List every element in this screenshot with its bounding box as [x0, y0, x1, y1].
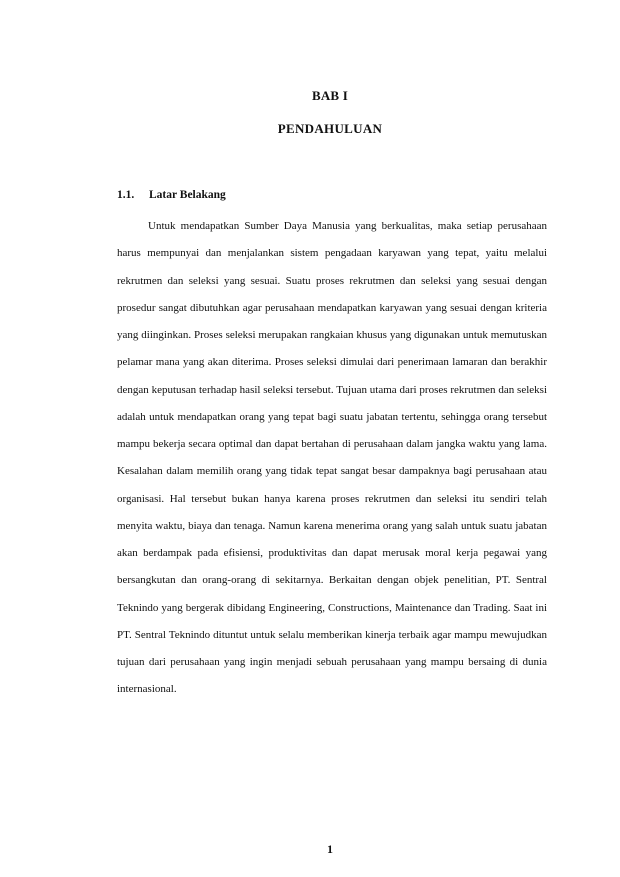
section-heading [117, 189, 226, 201]
chapter-title: PENDAHULUAN [277, 121, 383, 136]
chapter-number: BAB I [311, 88, 349, 103]
body-paragraph: Untuk mendapatkan Sumber Daya Manusia yang berkualitas, maka setiap perusahaan harus mempunyai dan menjalankan sistem pengadaan karyawan yang tepat, yaitu melalui rekrutmen dan seleksi yang sesuai. Suatu proses rekrutmen dan seleksi yang sesuai dengan prosedur sangat dibutuhkan agar perusahaan mendapatkan karyawan yang sesuai dengan kriteria yang diinginkan. Proses seleksi merupakan rangkaian khusus yang digunakan untuk memutuskan pelamar mana yang akan diterima. Proses seleksi dimulai dari penerimaan lamaran dan berakhir dengan keputusan terhadap hasil seleksi tersebut. Tujuan utama dari proses rekrutmen dan seleksi adalah untuk mendapatkan orang yang tepat bagi suatu jabatan tertentu, sehingga orang tersebut mampu bekerja secara optimal dan dapat bertahan di perusahaan dalam jangka waktu yang lama. Kesalahan dalam memilih orang yang tidak tepat sangat besar dampaknya bagi perusahaan atau organisasi. Hal tersebut bukan hanya karena proses rekrutmen dan seleksi itu sendiri telah menyita waktu, biaya dan tenaga. Namun karena menerima orang yang salah untuk suatu jabatan akan berdampak pada efisiensi, produktivitas dan dapat merusak moral kerja pegawai yang bersangkutan dan orang-orang di sekitarnya. Berkaitan dengan objek penelitian, PT. Sentral Teknindo yang bergerak dibidang Engineering, Constructions, Maintenance dan Trading. Saat ini PT. Sentral Teknindo dituntut untuk selalu memberikan kinerja terbaik agar mampu mewujudkan tujuan dari perusahaan yang ingin menjadi sebuah perusahaan yang mampu bersaing di dunia internasional. [117, 220, 547, 696]
section-number: 1.1. [117, 189, 135, 201]
section-title: Latar Belakang [149, 189, 226, 201]
page-number: 1 [327, 842, 333, 856]
